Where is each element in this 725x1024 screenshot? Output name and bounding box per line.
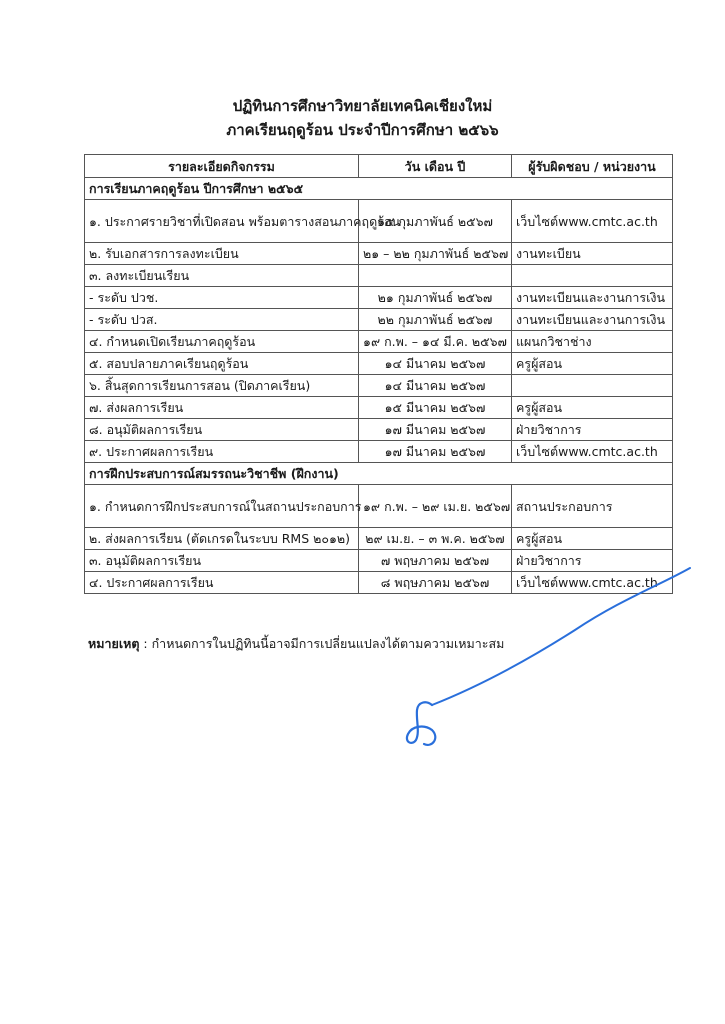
table-header-row: [85, 155, 673, 178]
date-cell: ๑๙ ก.พ. – ๑๔ มี.ค. ๒๕๖๗: [359, 331, 512, 353]
table-body: [85, 178, 673, 594]
owner-cell: ฝ่ายวิชาการ: [512, 550, 673, 572]
table-row: [85, 485, 673, 528]
table-row: [85, 375, 673, 397]
table-row: [85, 331, 673, 353]
activity-cell: ๕. สอบปลายภาคเรียนฤดูร้อน: [85, 353, 359, 375]
activity-cell: ๘. อนุมัติผลการเรียน: [85, 419, 359, 441]
activity-cell: - ระดับ ปวช.: [85, 287, 359, 309]
activity-cell: ๑. กำหนดการฝึกประสบการณ์ในสถานประกอบการ: [85, 485, 359, 528]
date-cell: ๑๗ มีนาคม ๒๕๖๗: [359, 419, 512, 441]
activity-cell: ๒. ส่งผลการเรียน (ตัดเกรดในระบบ RMS ๒๐๑๒): [85, 528, 359, 550]
activity-cell: ๑. ประกาศรายวิชาที่เปิดสอน พร้อมตารางสอนภาคฤดูร้อน: [85, 200, 359, 243]
date-cell: ๑๕ มีนาคม ๒๕๖๗: [359, 397, 512, 419]
date-cell: ๑๙ ก.พ. – ๒๙ เม.ย. ๒๕๖๗: [359, 485, 512, 528]
header-date: วัน เดือน ปี: [359, 155, 512, 178]
activity-cell: ๙. ประกาศผลการเรียน: [85, 441, 359, 463]
table-row: [85, 397, 673, 419]
date-cell: ๑๕ กุมภาพันธ์ ๒๕๖๗: [359, 200, 512, 243]
activity-cell: ๔. กำหนดเปิดเรียนภาคฤดูร้อน: [85, 331, 359, 353]
activity-cell: ๗. ส่งผลการเรียน: [85, 397, 359, 419]
date-cell: ๑๔ มีนาคม ๒๕๖๗: [359, 353, 512, 375]
owner-cell: สถานประกอบการ: [512, 485, 673, 528]
table-row: [85, 528, 673, 550]
table-row: [85, 287, 673, 309]
table-row: [85, 265, 673, 287]
activity-cell: ๖. สิ้นสุดการเรียนการสอน (ปิดภาคเรียน): [85, 375, 359, 397]
table-row: [85, 200, 673, 243]
date-cell: ๒๑ – ๒๒ กุมภาพันธ์ ๒๕๖๗: [359, 243, 512, 265]
owner-cell: [512, 265, 673, 287]
date-cell: ๘ พฤษภาคม ๒๕๖๗: [359, 572, 512, 594]
owner-cell: เว็บไซต์www.cmtc.ac.th: [512, 572, 673, 594]
date-cell: ๒๑ กุมภาพันธ์ ๒๕๖๗: [359, 287, 512, 309]
table-section-row: [85, 178, 673, 200]
calendar-table: [84, 154, 673, 594]
owner-cell: [512, 375, 673, 397]
date-cell: ๒๙ เม.ย. – ๓ พ.ค. ๒๕๖๗: [359, 528, 512, 550]
table-row: [85, 572, 673, 594]
footnote-label: หมายเหตุ: [88, 636, 140, 651]
section-title: การเรียนภาคฤดูร้อน ปีการศึกษา ๒๕๖๕: [85, 178, 673, 200]
owner-cell: ฝ่ายวิชาการ: [512, 419, 673, 441]
activity-cell: ๔. ประกาศผลการเรียน: [85, 572, 359, 594]
footnote: [88, 634, 504, 654]
owner-cell: แผนกวิชาช่าง: [512, 331, 673, 353]
owner-cell: ครูผู้สอน: [512, 397, 673, 419]
document-subtitle: ภาคเรียนฤดูร้อน ประจำปีการศึกษา ๒๕๖๖: [226, 121, 499, 139]
owner-cell: ครูผู้สอน: [512, 528, 673, 550]
owner-cell: งานทะเบียนและงานการเงิน: [512, 309, 673, 331]
date-cell: ๑๔ มีนาคม ๒๕๖๗: [359, 375, 512, 397]
footnote-text: : กำหนดการในปฏิทินนี้อาจมีการเปลี่ยนแปลงได้ตามความเหมาะสม: [139, 636, 505, 651]
activity-cell: - ระดับ ปวส.: [85, 309, 359, 331]
table-row: [85, 353, 673, 375]
activity-cell: ๓. ลงทะเบียนเรียน: [85, 265, 359, 287]
table-row: [85, 243, 673, 265]
owner-cell: ครูผู้สอน: [512, 353, 673, 375]
date-cell: ๒๒ กุมภาพันธ์ ๒๕๖๗: [359, 309, 512, 331]
activity-cell: ๒. รับเอกสารการลงทะเบียน: [85, 243, 359, 265]
activity-cell: ๓. อนุมัติผลการเรียน: [85, 550, 359, 572]
date-cell: ๑๗ มีนาคม ๒๕๖๗: [359, 441, 512, 463]
table-row: [85, 550, 673, 572]
owner-cell: งานทะเบียนและงานการเงิน: [512, 287, 673, 309]
table-section-row: [85, 463, 673, 485]
signature-glyph: [407, 702, 435, 745]
table-row: [85, 309, 673, 331]
owner-cell: เว็บไซต์www.cmtc.ac.th: [512, 200, 673, 243]
table-row: [85, 419, 673, 441]
date-cell: ๗ พฤษภาคม ๒๕๖๗: [359, 550, 512, 572]
owner-cell: งานทะเบียน: [512, 243, 673, 265]
section-title: การฝึกประสบการณ์สมรรถนะวิชาชีพ (ฝึกงาน): [85, 463, 673, 485]
date-cell: [359, 265, 512, 287]
table-row: [85, 441, 673, 463]
header-activity: รายละเอียดกิจกรรม: [85, 155, 359, 178]
owner-cell: เว็บไซต์www.cmtc.ac.th: [512, 441, 673, 463]
document-title: ปฏิทินการศึกษาวิทยาลัยเทคนิคเชียงใหม่: [232, 97, 493, 115]
header-owner: ผู้รับผิดชอบ / หน่วยงาน: [512, 155, 673, 178]
